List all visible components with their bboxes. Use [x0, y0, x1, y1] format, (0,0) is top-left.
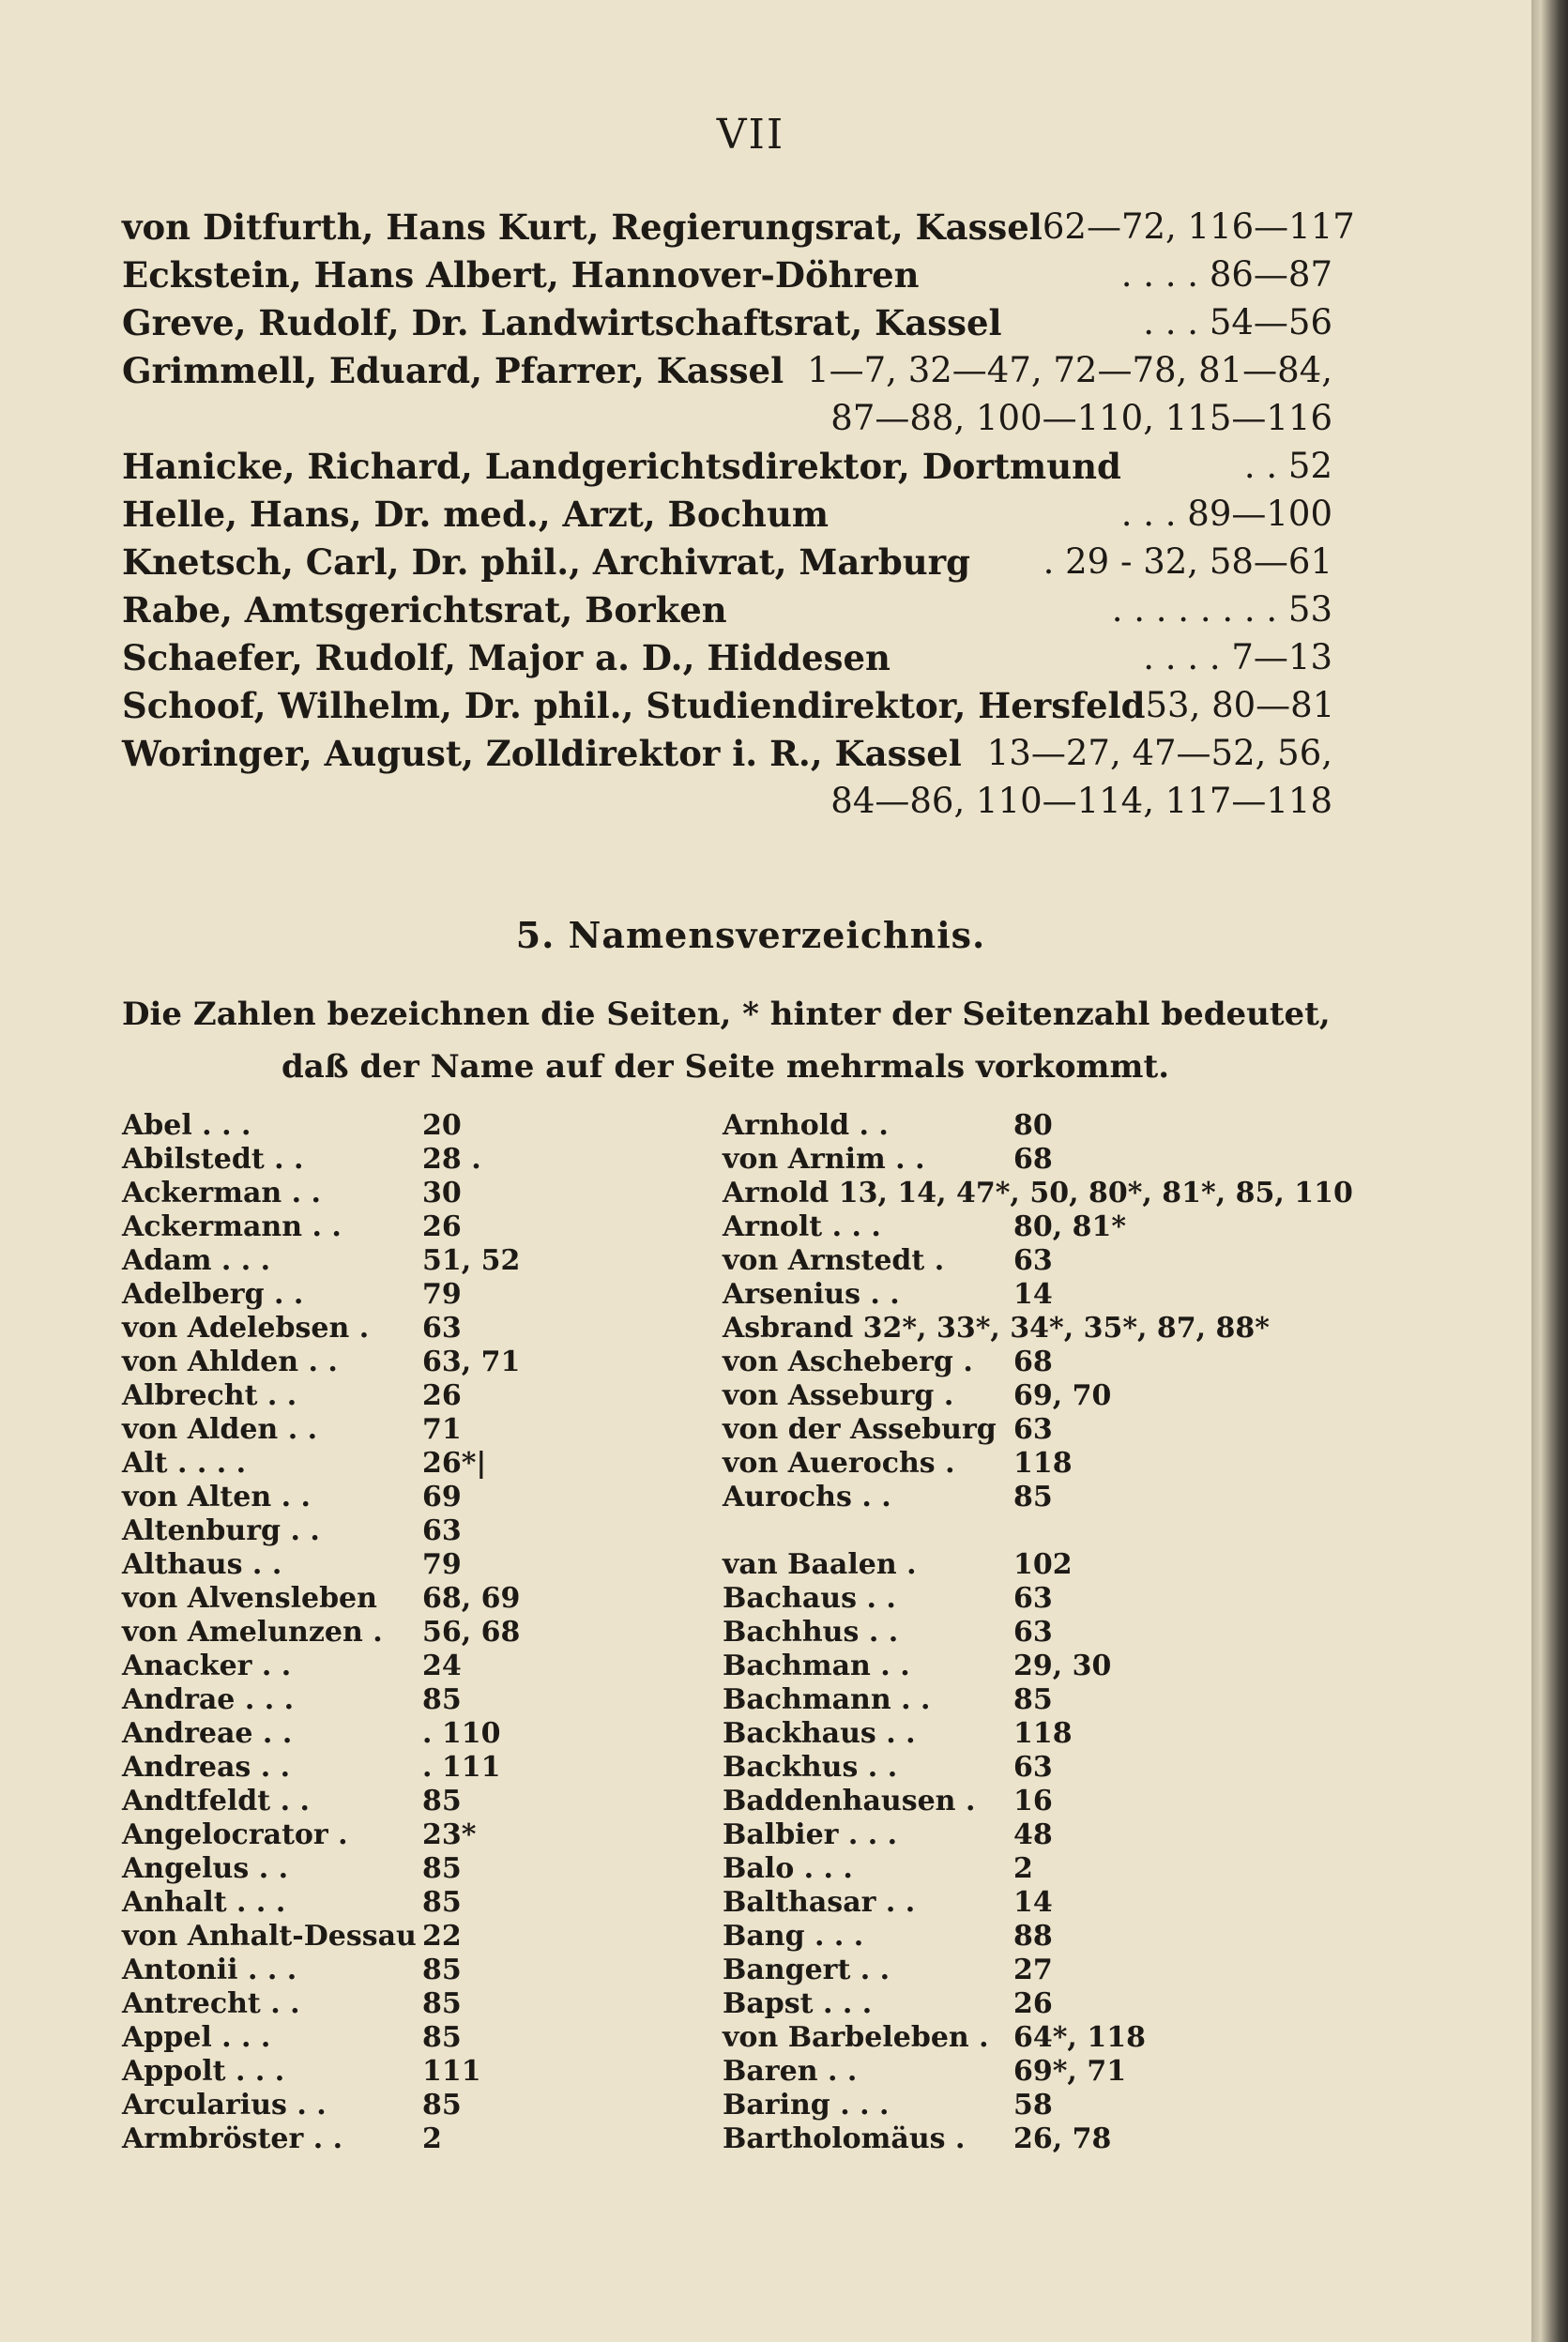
index-entry-name: Baddenhausen .	[723, 1785, 976, 1817]
index-entry-name: von Anhalt-Dessau	[122, 1920, 417, 1953]
contributor-pages: . . . . 86—87	[1120, 254, 1332, 295]
contributor-row	[122, 304, 1332, 342]
index-entry-name: Asbrand 32*, 33*, 34*, 35*, 87, 88*	[723, 1312, 1270, 1345]
index-entry-name: Anhalt . . .	[122, 1886, 286, 1919]
index-entry-name: von der Asseburg	[723, 1413, 997, 1446]
index-entry-pages: 69*, 71	[1013, 2055, 1127, 2088]
contributor-row	[122, 206, 1355, 248]
index-entry-name: von Ahlden . .	[122, 1346, 338, 1378]
index-entry	[723, 1109, 1053, 1142]
contributor-row	[122, 495, 1332, 533]
index-entry-name: Appolt . . .	[122, 2055, 285, 2088]
contributor-name: Hanicke, Richard, Landgerichtsdirektor, Dortmund	[122, 446, 1121, 487]
index-entry	[122, 1346, 521, 1378]
index-entry-name: Adam . . .	[122, 1244, 271, 1277]
index-entry	[723, 1920, 1053, 1953]
contributor-pages: 1—7, 32—47, 72—78, 81—84,	[807, 350, 1332, 390]
contributor-name: Schoof, Wilhelm, Dr. phil., Studiendirektor, Hersfeld	[122, 685, 1146, 726]
index-entry-pages: 68, 69	[422, 1582, 521, 1615]
index-entry-name: Backhus . .	[723, 1751, 898, 1784]
index-entry-pages: 51, 52	[422, 1244, 521, 1277]
index-entry-name: Backhaus . .	[723, 1717, 916, 1750]
index-entry-name: Arcularius . .	[122, 2089, 327, 2121]
index-entry	[723, 1379, 1112, 1412]
index-entry-pages: 63	[1013, 1616, 1053, 1649]
index-entry-pages: 63	[1013, 1751, 1053, 1784]
index-entry-name: Balo . . .	[723, 1852, 853, 1885]
intro-line-1: Die Zahlen bezeichnen die Seiten, * hinter der Seitenzahl bedeutet,	[122, 996, 1331, 1033]
index-entry	[122, 1312, 462, 1345]
index-entry-pages: 20	[422, 1109, 462, 1142]
index-entry-pages: 68	[1013, 1346, 1053, 1378]
contributor-name: Eckstein, Hans Albert, Hannover-Döhren	[122, 254, 920, 296]
index-entry	[723, 1313, 1270, 1345]
index-entry-name: Bachman . .	[723, 1650, 910, 1682]
contributor-row	[122, 735, 1332, 772]
index-entry-name: Armbröster . .	[122, 2122, 343, 2155]
index-entry-pages: 63	[1013, 1582, 1053, 1615]
index-entry-pages: 69, 70	[1013, 1379, 1112, 1412]
index-entry	[122, 1548, 462, 1581]
contributor-name: Woringer, August, Zolldirektor i. R., Kassel	[122, 733, 962, 774]
index-entry-name: von Alten . .	[122, 1481, 311, 1513]
index-entry-name: Abel . . .	[122, 1109, 251, 1142]
contributor-name: von Ditfurth, Hans Kurt, Regierungsrat, Kassel	[122, 206, 1043, 248]
index-entry	[122, 2021, 462, 2054]
index-entry-name: Adelberg . .	[122, 1278, 304, 1311]
index-entry-name: Bartholomäus .	[723, 2122, 966, 2155]
index-entry	[723, 1346, 1053, 1378]
index-entry-pages: 111	[422, 2055, 481, 2088]
index-entry-pages: 14	[1013, 1278, 1053, 1311]
index-entry	[122, 2122, 442, 2155]
index-entry-pages: 79	[422, 1278, 462, 1311]
contributor-pages: . . . . 7—13	[1143, 637, 1332, 677]
index-entry-pages: 85	[422, 2021, 462, 2054]
index-entry	[122, 1818, 477, 1851]
index-entry-name: Appel . . .	[122, 2021, 271, 2054]
index-entry	[122, 1379, 462, 1412]
index-entry	[723, 2089, 1053, 2121]
index-entry-name: von Amelunzen .	[122, 1616, 383, 1649]
index-entry-name: von Arnstedt .	[723, 1244, 945, 1277]
index-entry	[122, 1650, 462, 1682]
index-entry-pages: 26*|	[422, 1447, 487, 1480]
index-entry	[122, 1852, 462, 1885]
index-entry-pages: 26	[422, 1379, 462, 1412]
index-entry-pages: 2	[422, 2122, 442, 2155]
index-entry	[723, 1852, 1033, 1885]
index-entry-pages: 23*	[422, 1818, 477, 1851]
index-entry-pages: 22	[422, 1920, 462, 1953]
index-entry-name: Abilstedt . .	[122, 1143, 304, 1176]
index-entry	[122, 1244, 521, 1277]
index-entry-name: Antrecht . .	[122, 1987, 300, 2020]
index-entry	[122, 1785, 462, 1817]
contributor-name: Schaefer, Rudolf, Major a. D., Hiddesen	[122, 637, 891, 678]
index-entry	[122, 1447, 487, 1480]
index-entry-name: von Ascheberg .	[723, 1346, 973, 1378]
contributor-name: Knetsch, Carl, Dr. phil., Archivrat, Marburg	[122, 541, 970, 583]
index-entry	[122, 1683, 462, 1716]
index-entry	[723, 1178, 1353, 1209]
index-entry	[122, 2055, 481, 2088]
index-entry	[723, 1548, 1073, 1581]
index-entry-name: Bachaus . .	[723, 1582, 896, 1615]
index-entry-name: Baren . .	[723, 2055, 858, 2088]
index-entry	[723, 2055, 1127, 2088]
index-entry-name: Arnhold . .	[723, 1109, 889, 1142]
index-entry-name: Arnold 13, 14, 47*, 50, 80*, 81*, 85, 110	[723, 1177, 1353, 1209]
index-entry-pages: . 110	[422, 1717, 501, 1750]
index-entry	[723, 1954, 1053, 1986]
index-entry-name: Albrecht . .	[122, 1379, 297, 1412]
index-entry-pages: 26	[1013, 1987, 1053, 2020]
index-entry	[122, 1987, 462, 2020]
index-entry	[723, 1818, 1053, 1851]
contributor-name: Grimmell, Eduard, Pfarrer, Kassel	[122, 350, 784, 391]
index-entry-name: Althaus . .	[122, 1548, 282, 1581]
contributor-row	[122, 256, 1332, 294]
index-entry	[723, 1481, 1053, 1513]
index-entry-pages: 118	[1013, 1717, 1073, 1750]
index-entry	[122, 1109, 462, 1142]
contributor-row	[122, 543, 1332, 581]
index-entry	[723, 1616, 1053, 1649]
index-entry-pages: 63	[422, 1514, 462, 1547]
index-entry-pages: 68	[1013, 1143, 1053, 1176]
index-entry-name: Andtfeldt . .	[122, 1785, 310, 1817]
contributor-pages-continued: 87—88, 100—110, 115—116	[830, 398, 1332, 438]
index-entry	[723, 1413, 1053, 1446]
index-entry-name: von Arnim . .	[723, 1143, 925, 1176]
index-entry-name: Angelus . .	[122, 1852, 289, 1885]
index-entry-pages: 85	[422, 2089, 462, 2121]
contributor-name: Greve, Rudolf, Dr. Landwirtschaftsrat, Kassel	[122, 302, 1002, 343]
index-entry-name: Ackerman . .	[122, 1177, 321, 1209]
contributor-pages: . . . . . . . . 53	[1111, 589, 1332, 630]
contributor-pages: 62—72, 116—117	[1042, 206, 1355, 247]
index-entry-pages: 85	[422, 1683, 462, 1716]
index-entry-name: Balthasar . .	[723, 1886, 916, 1919]
index-entry-pages: 102	[1013, 1548, 1073, 1581]
index-entry-pages: 88	[1013, 1920, 1053, 1953]
index-entry-pages: 63, 71	[422, 1346, 521, 1378]
index-entry	[723, 1987, 1053, 2020]
index-entry-name: Andreas . .	[122, 1751, 291, 1784]
contributor-name: Rabe, Amtsgerichtsrat, Borken	[122, 589, 727, 631]
index-entry	[723, 2021, 1146, 2054]
index-entry-name: van Baalen .	[723, 1548, 917, 1581]
index-entry-name: Arsenius . .	[723, 1278, 900, 1311]
section-title: 5. Namensverzeichnis.	[515, 914, 986, 956]
index-entry	[723, 1751, 1053, 1784]
index-entry-name: Bachmann . .	[723, 1683, 931, 1716]
index-entry	[122, 1616, 521, 1649]
index-entry-name: Arnolt . . .	[723, 1210, 881, 1243]
index-entry-pages: 79	[422, 1548, 462, 1581]
index-entry-pages: 26	[422, 1210, 462, 1243]
index-entry-pages: 85	[422, 1785, 462, 1817]
contributor-name: Helle, Hans, Dr. med., Arzt, Bochum	[122, 494, 829, 535]
index-entry-pages: 80	[1013, 1109, 1053, 1142]
index-entry-pages: 48	[1013, 1818, 1053, 1851]
index-entry	[723, 1582, 1053, 1615]
index-entry-pages: 85	[422, 1987, 462, 2020]
intro-line-2: daß der Name auf der Seite mehrmals vorkommt.	[282, 1048, 1170, 1086]
index-entry-pages: 2	[1013, 1852, 1033, 1885]
index-entry-pages: 85	[422, 1886, 462, 1919]
contributor-pages: 53, 80—81	[1145, 685, 1335, 725]
index-entry-name: Altenburg . .	[122, 1514, 320, 1547]
contributor-pages-continued: 84—86, 110—114, 117—118	[830, 781, 1332, 821]
index-entry-pages: . 111	[422, 1751, 501, 1784]
index-entry-name: Bachhus . .	[723, 1616, 899, 1649]
index-entry-name: Angelocrator .	[122, 1818, 348, 1851]
index-entry	[122, 1481, 462, 1513]
index-entry-pages: 85	[422, 1954, 462, 1986]
index-entry	[723, 1244, 1053, 1277]
index-entry-pages: 64*, 118	[1013, 2021, 1146, 2054]
index-entry	[122, 1514, 462, 1547]
index-entry-pages: 80, 81*	[1013, 1210, 1127, 1243]
contributor-row	[122, 685, 1335, 726]
index-entry	[122, 1143, 481, 1176]
contributor-row	[122, 591, 1332, 629]
index-entry-pages: 63	[422, 1312, 462, 1345]
index-entry	[723, 1447, 1073, 1480]
index-entry-name: von Adelebsen .	[122, 1312, 370, 1345]
contributor-row	[122, 448, 1332, 485]
index-entry-pages: 63	[1013, 1244, 1053, 1277]
index-entry-pages: 118	[1013, 1447, 1073, 1480]
index-entry-name: Bangert . .	[723, 1954, 891, 1986]
index-entry	[122, 1954, 462, 1986]
contributor-pages: . . 52	[1243, 446, 1332, 486]
index-entry	[122, 2089, 462, 2121]
index-entry	[723, 1210, 1127, 1243]
index-entry-pages: 56, 68	[422, 1616, 521, 1649]
index-entry	[723, 1143, 1053, 1176]
index-entry	[122, 1751, 501, 1784]
index-entry-pages: 27	[1013, 1954, 1053, 1986]
index-entry	[122, 1920, 462, 1953]
index-entry	[723, 2122, 1112, 2155]
index-entry-name: Anacker . .	[122, 1650, 292, 1682]
index-entry	[122, 1177, 462, 1209]
index-entry-name: Alt . . . .	[122, 1447, 247, 1480]
index-entry-pages: 85	[1013, 1481, 1053, 1513]
index-entry-pages: 30	[422, 1177, 462, 1209]
index-entry	[122, 1210, 462, 1243]
contributor-pages: . . . 54—56	[1143, 302, 1332, 342]
index-entry-name: Antonii . . .	[122, 1954, 297, 1986]
index-entry	[723, 1278, 1053, 1311]
index-entry-pages: 85	[1013, 1683, 1053, 1716]
index-entry-name: Bapst . . .	[723, 1987, 873, 2020]
index-entry-pages: 29, 30	[1013, 1650, 1112, 1682]
index-entry-name: von Auerochs .	[723, 1447, 955, 1480]
page-number: VII	[716, 111, 785, 159]
index-entry-name: Ackermann . .	[122, 1210, 342, 1243]
contributor-pages: . . . 89—100	[1120, 494, 1332, 534]
index-entry-pages: 26, 78	[1013, 2122, 1112, 2155]
index-entry-name: Baring . . .	[723, 2089, 890, 2121]
contributor-pages: . 29 - 32, 58—61	[1043, 541, 1332, 582]
index-entry-name: von Barbeleben .	[723, 2021, 989, 2054]
index-entry-name: von Alvensleben	[122, 1582, 377, 1615]
index-entry-name: Aurochs . .	[723, 1481, 891, 1513]
index-entry	[122, 1413, 462, 1446]
index-entry	[723, 1717, 1073, 1750]
index-entry-pages: 71	[422, 1413, 462, 1446]
book-spine	[1531, 0, 1568, 2342]
index-entry	[122, 1278, 462, 1311]
index-entry-pages: 24	[422, 1650, 462, 1682]
contributor-pages: 13—27, 47—52, 56,	[986, 733, 1332, 773]
index-entry-pages: 58	[1013, 2089, 1053, 2121]
index-entry	[122, 1582, 521, 1615]
index-entry	[723, 1683, 1053, 1716]
index-entry	[723, 1650, 1112, 1682]
index-entry	[723, 1785, 1053, 1817]
index-entry-name: von Asseburg .	[723, 1379, 954, 1412]
index-entry-pages: 14	[1013, 1886, 1053, 1919]
index-entry-name: Bang . . .	[723, 1920, 864, 1953]
contributor-row	[122, 352, 1332, 389]
index-entry-name: Andrae . . .	[122, 1683, 295, 1716]
index-entry-name: von Alden . .	[122, 1413, 318, 1446]
index-entry	[122, 1886, 462, 1919]
index-entry-pages: 69	[422, 1481, 462, 1513]
index-entry-pages: 63	[1013, 1413, 1053, 1446]
index-entry-pages: 28 .	[422, 1143, 481, 1176]
index-entry	[122, 1717, 501, 1750]
contributor-row	[122, 639, 1332, 677]
index-entry-pages: 16	[1013, 1785, 1053, 1817]
index-entry-pages: 85	[422, 1852, 462, 1885]
index-entry-name: Balbier . . .	[723, 1818, 898, 1851]
index-entry-name: Andreae . .	[122, 1717, 293, 1750]
index-entry	[723, 1886, 1053, 1919]
